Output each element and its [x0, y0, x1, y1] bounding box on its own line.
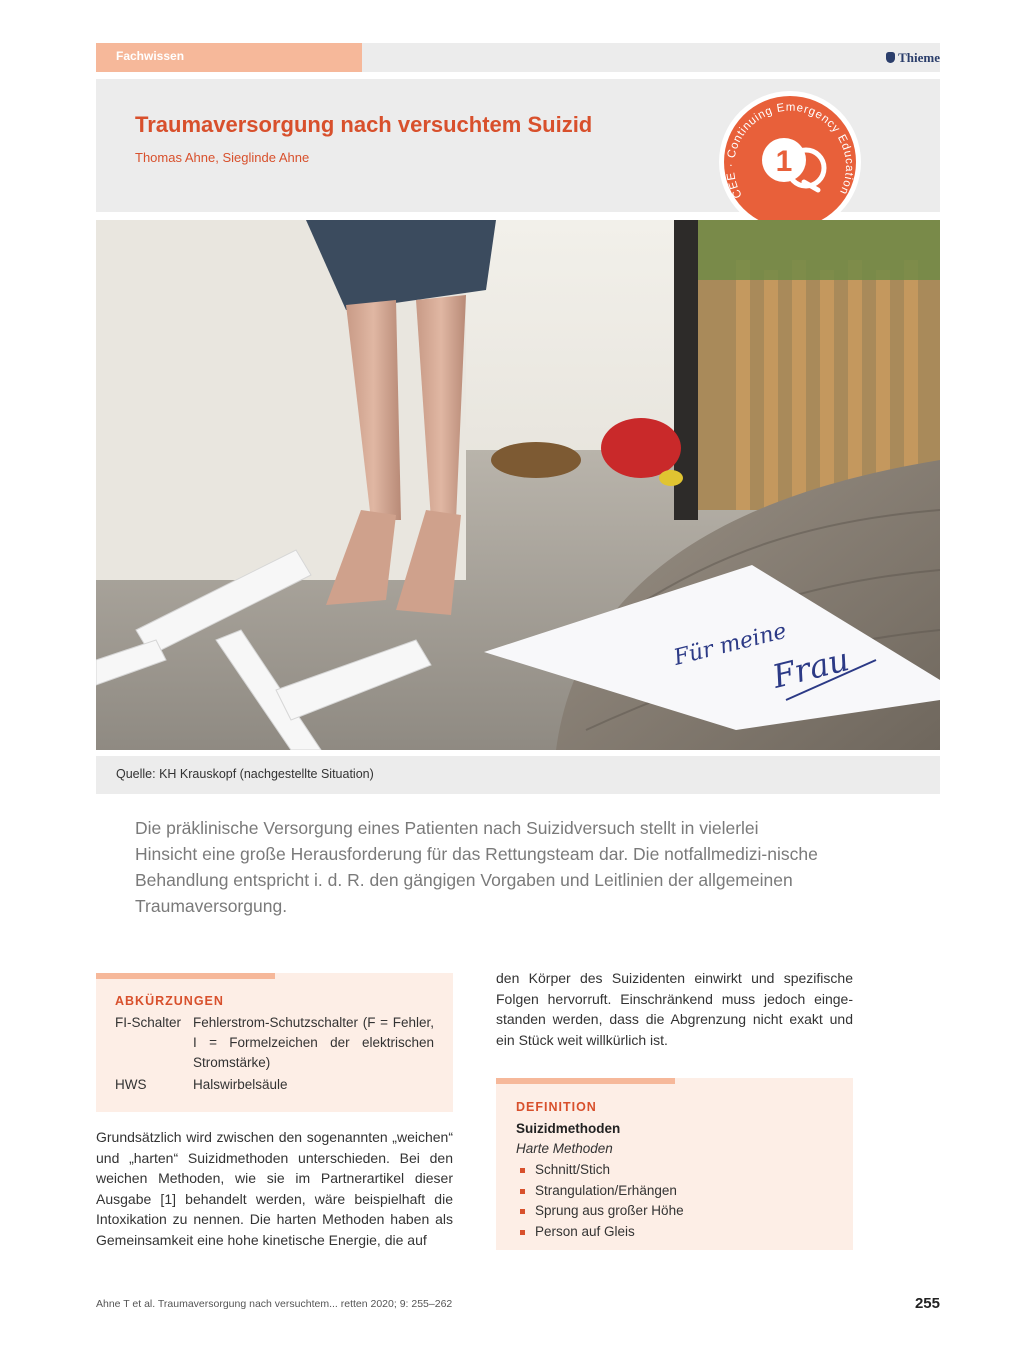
publisher-logo[interactable] — [886, 43, 940, 72]
abbr-term: HWS — [115, 1077, 147, 1092]
article-authors: Thomas Ahne, Sieglinde Ahne — [135, 150, 310, 165]
footer-citation: Ahne T et al. Traumaversorgung nach versuchtem... retten 2020; 9: 255–262 — [96, 1298, 453, 1310]
badge-number: 1 — [775, 145, 793, 178]
definition-heading: DEFINITION — [516, 1100, 597, 1114]
note-line-2: Frau — [768, 640, 853, 696]
article-photo — [96, 220, 940, 750]
abbr-definition: Halswirbelsäule — [193, 1077, 288, 1092]
body-text-left: Grundsätzlich wird zwischen den sogenannten „weichen“ und „harten“ Suizidmethoden unterschieden. Bei den weichen Methoden, wie sie im Partnerartikel dieser Ausgabe [1] behandelt werden, wäre beispielhaft die Intoxikation zu nennen. Die harten Methoden haben als Gemeinsamkeit eine hohe kinetische Energie, die auf — [96, 1129, 453, 1248]
definition-subheading: Harte Methoden — [516, 1141, 613, 1156]
abbr-definition: Fehlerstrom-Schutzschalter (F = Fehler, I = Formelzeichen der elektrischen Stromstärke) — [193, 1015, 434, 1070]
list-item: Strangulation/Erhängen — [516, 1181, 836, 1202]
publisher-name: Thieme — [898, 50, 940, 65]
article-title: Traumaversorgung nach versuchtem Suizid — [135, 112, 593, 137]
thieme-emblem-icon — [886, 52, 895, 63]
badge-arc-text: CEE · Continuing Emergency Education — [724, 101, 856, 201]
photo-caption: Quelle: KH Krauskopf (nachgestellte Situation) — [116, 767, 374, 781]
body-text-right: den Körper des Suizidenten einwirkt und spezifische Folgen hervorruft. Einschränkend muss jedoch einge-standen werden, dass die Abgrenzung nicht exakt und ein Stück weit willkürlich ist. — [496, 970, 853, 1048]
definition-term: Suizidmethoden — [516, 1121, 621, 1136]
definition-list — [516, 1160, 836, 1242]
abbr-term: FI-Schalter — [115, 1015, 182, 1030]
page-number: 255 — [914, 1295, 940, 1312]
note-line-1: Für meine — [671, 618, 790, 671]
lead-paragraph: Die präklinische Versorgung eines Patienten nach Suizidversuch stellt in vielerlei Hinsicht eine große Herausforderung für das Rettungsteam dar. Die notfallmedizi-nische Behandlung entspricht i. d. R. den gängigen Vorgaben und Leitlinien der allgemeinen Traumaversorgung. — [135, 818, 818, 916]
definition-accent — [496, 1078, 675, 1084]
list-item: Schnitt/Stich — [516, 1160, 836, 1181]
section-tag: Fachwissen — [96, 43, 362, 72]
abbreviations-accent — [96, 973, 275, 979]
list-item: Sprung aus großer Höhe — [516, 1201, 836, 1222]
cee-badge — [718, 90, 862, 234]
abbreviations-heading: ABKÜRZUNGEN — [115, 994, 224, 1008]
list-item: Person auf Gleis — [516, 1222, 836, 1243]
